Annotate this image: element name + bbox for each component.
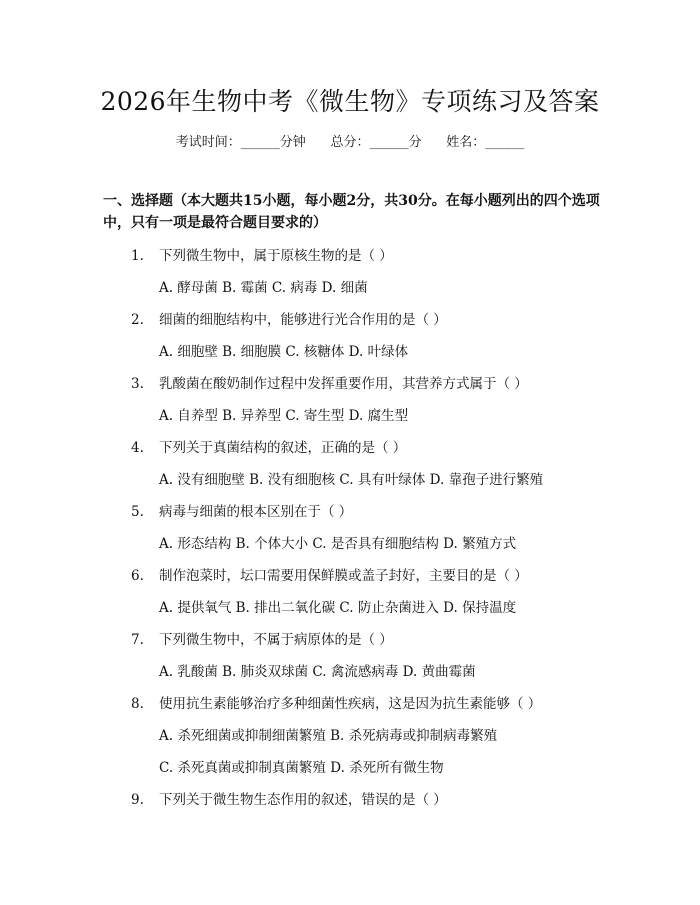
question-stem: 下列微生物中，不属于病原体的是（ ） (159, 632, 393, 648)
question-9 (131, 788, 447, 808)
question-3 (131, 372, 528, 392)
question-stem: 下列关于微生物生态作用的叙述，错误的是（ ） (159, 792, 447, 808)
question-4-options: A. 没有细胞壁 B. 没有细胞核 C. 具有叶绿体 D. 靠孢子进行繁殖 (159, 472, 544, 488)
section-header: 一、选择题（本大题共15小题，每小题2分，共30分。在每小题列出的四个选项中，只有一项是最符合题目要求的） (103, 193, 600, 231)
page-title: 2026年生物中考《微生物》专项练习及答案 (100, 87, 600, 116)
exam-meta-line: 考试时间：______分钟 总分：______分 姓名：______ (175, 135, 525, 150)
question-5 (131, 500, 352, 520)
question-stem: 下列关于真菌结构的叙述，正确的是（ ） (159, 440, 407, 456)
question-stem: 下列微生物中，属于原核生物的是（ ） (159, 248, 393, 264)
question-8-options-line-2: C. 杀死真菌或抑制真菌繁殖 D. 杀死所有微生物 (159, 760, 444, 776)
question-7 (131, 628, 393, 648)
question-number: 6. (131, 568, 144, 584)
question-8-options-line-1: A. 杀死细菌或抑制细菌繁殖 B. 杀死病毒或抑制病毒繁殖 (159, 728, 498, 744)
question-number: 8. (131, 696, 144, 712)
question-stem: 细菌的细胞结构中，能够进行光合作用的是（ ） (159, 312, 447, 328)
question-number: 3. (131, 376, 144, 392)
question-3-options: A. 自养型 B. 异养型 C. 寄生型 D. 腐生型 (159, 408, 409, 424)
question-2-options: A. 细胞壁 B. 细胞膜 C. 核糖体 D. 叶绿体 (159, 344, 409, 360)
question-1 (131, 244, 393, 264)
question-6 (131, 564, 528, 584)
question-stem: 使用抗生素能够治疗多种细菌性疾病，这是因为抗生素能够（ ） (159, 696, 542, 712)
question-7-options: A. 乳酸菌 B. 肺炎双球菌 C. 禽流感病毒 D. 黄曲霉菌 (159, 664, 476, 680)
question-stem: 病毒与细菌的根本区别在于（ ） (159, 504, 353, 520)
question-number: 9. (131, 792, 144, 808)
question-stem: 乳酸菌在酸奶制作过程中发挥重要作用，其营养方式属于（ ） (159, 376, 528, 392)
question-number: 1. (131, 248, 144, 264)
question-number: 4. (131, 440, 144, 456)
question-8 (131, 692, 541, 712)
question-4 (131, 436, 406, 456)
question-5-options: A. 形态结构 B. 个体大小 C. 是否具有细胞结构 D. 繁殖方式 (159, 536, 517, 552)
question-number: 2. (131, 312, 144, 328)
question-1-options: A. 酵母菌 B. 霉菌 C. 病毒 D. 细菌 (159, 280, 368, 296)
question-6-options: A. 提供氧气 B. 排出二氧化碳 C. 防止杂菌进入 D. 保持温度 (159, 600, 517, 616)
question-number: 7. (131, 632, 144, 648)
question-2 (131, 308, 447, 328)
question-number: 5. (131, 504, 144, 520)
question-stem: 制作泡菜时，坛口需要用保鲜膜或盖子封好，主要目的是（ ） (159, 568, 528, 584)
